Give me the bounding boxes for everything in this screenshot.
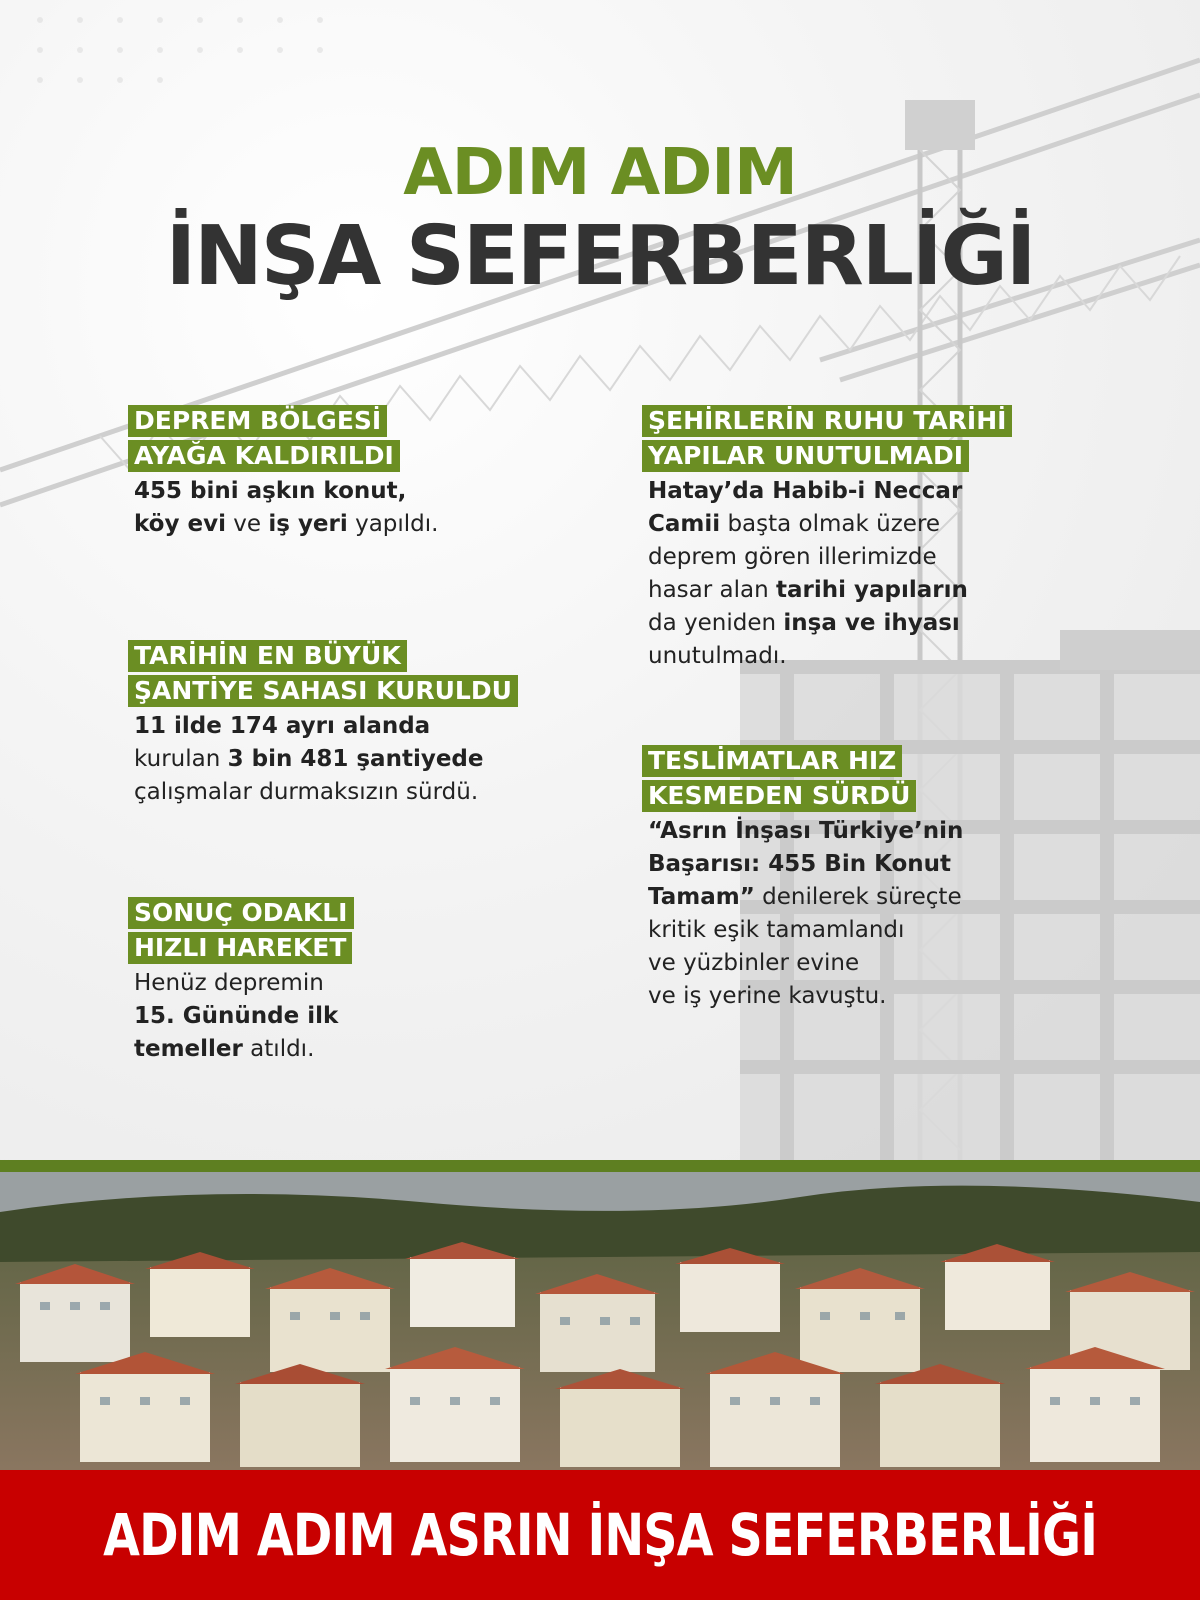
- body-text-bold: iş yeri: [268, 511, 348, 537]
- body-line: [134, 475, 438, 508]
- heading-line: YAPILAR UNUTULMADI: [642, 440, 969, 472]
- body-line: [648, 574, 1012, 607]
- body-text: atıldı.: [242, 1036, 315, 1062]
- section-body: [128, 710, 518, 809]
- body-text-bold: 3 bin 481 şantiyede: [227, 746, 484, 772]
- body-line: [648, 881, 963, 914]
- body-text: Henüz depremin: [134, 970, 324, 996]
- section-body: [642, 475, 1012, 673]
- banner-text: ADIM ADIM ASRIN İNŞA SEFERBERLİĞİ: [103, 1501, 1097, 1569]
- section-teslimatlar: [642, 745, 963, 1013]
- body-line: [648, 947, 963, 980]
- body-line: [134, 1000, 354, 1033]
- body-text-bold: köy evi: [134, 511, 226, 537]
- body-line: [648, 848, 963, 881]
- body-line: [134, 1033, 354, 1066]
- title-line-1: ADIM ADIM: [403, 136, 797, 210]
- body-text: ve iş yerine kavuştu.: [648, 983, 887, 1009]
- heading-line: AYAĞA KALDIRILDI: [128, 440, 400, 472]
- housing-illustration: [0, 1172, 1200, 1470]
- body-text-bold: 15. Gününde ilk: [134, 1003, 339, 1029]
- section-heading: [128, 405, 438, 475]
- section-sonuc-odakli: [128, 897, 354, 1066]
- section-deprem-bolgesi: [128, 405, 438, 541]
- title-line-2: İNŞA SEFERBERLİĞİ: [165, 209, 1035, 304]
- body-text: başta olmak üzere: [720, 511, 941, 537]
- body-line: [134, 743, 518, 776]
- body-text: kritik eşik tamamlandı: [648, 917, 905, 943]
- body-text-bold: Tamam”: [648, 884, 755, 910]
- body-text-bold: Hatay’da Habib-i Neccar: [648, 478, 963, 504]
- body-line: [648, 475, 1012, 508]
- body-text: hasar alan: [648, 577, 776, 603]
- section-body: [642, 815, 963, 1013]
- heading-line: ŞANTİYE SAHASI KURULDU: [128, 675, 518, 707]
- body-text: deprem gören illerimizde: [648, 544, 937, 570]
- body-text-bold: Başarısı: 455 Bin Konut: [648, 851, 952, 877]
- body-text-bold: tarihi yapıların: [775, 577, 968, 603]
- body-line: [648, 815, 963, 848]
- heading-line: SONUÇ ODAKLI: [128, 897, 354, 929]
- body-text: ve yüzbinler evine: [648, 950, 860, 976]
- section-heading: [128, 640, 518, 710]
- body-text: ve: [225, 511, 269, 537]
- heading-line: TESLİMATLAR HIZ: [642, 745, 902, 777]
- heading-line: TARİHİN EN BÜYÜK: [128, 640, 407, 672]
- body-text: unutulmadı.: [648, 643, 787, 669]
- body-line: [134, 710, 518, 743]
- heading-line: ŞEHİRLERİN RUHU TARİHİ: [642, 405, 1012, 437]
- heading-line: KESMEDEN SÜRDÜ: [642, 780, 916, 812]
- body-text: denilerek süreçte: [754, 884, 962, 910]
- body-line: [648, 607, 1012, 640]
- section-body: [128, 475, 438, 541]
- heading-line: HIZLI HAREKET: [128, 932, 352, 964]
- body-line: [134, 776, 518, 809]
- body-line: [648, 980, 963, 1013]
- divider-strip: [0, 1160, 1200, 1172]
- body-text: çalışmalar durmaksızın sürdü.: [134, 779, 479, 805]
- section-heading: [128, 897, 354, 967]
- body-line: [648, 541, 1012, 574]
- body-text-bold: Camii: [648, 511, 721, 537]
- body-text-bold: inşa ve ihyası: [783, 610, 960, 636]
- section-heading: [642, 405, 1012, 475]
- heading-line: DEPREM BÖLGESİ: [128, 405, 387, 437]
- section-tarihi-yapilar: [642, 405, 1012, 673]
- body-text-bold: 11 ilde 174 ayrı alanda: [134, 713, 431, 739]
- body-line: [648, 508, 1012, 541]
- section-santiye-sahasi: [128, 640, 518, 809]
- page-title: [0, 135, 1200, 303]
- body-line: [648, 640, 1012, 673]
- body-text: da yeniden: [648, 610, 784, 636]
- bottom-banner: [0, 1470, 1200, 1600]
- section-heading: [642, 745, 963, 815]
- body-line: [134, 967, 354, 1000]
- body-text-bold: temeller: [134, 1036, 243, 1062]
- body-text-bold: “Asrın İnşası Türkiye’nin: [648, 818, 964, 844]
- section-body: [128, 967, 354, 1066]
- body-line: [648, 914, 963, 947]
- body-line: [134, 508, 438, 541]
- body-text: kurulan: [134, 746, 228, 772]
- housing-photo: [0, 1172, 1200, 1470]
- body-text-bold: 455 bini aşkın konut,: [134, 478, 407, 504]
- body-text: yapıldı.: [347, 511, 439, 537]
